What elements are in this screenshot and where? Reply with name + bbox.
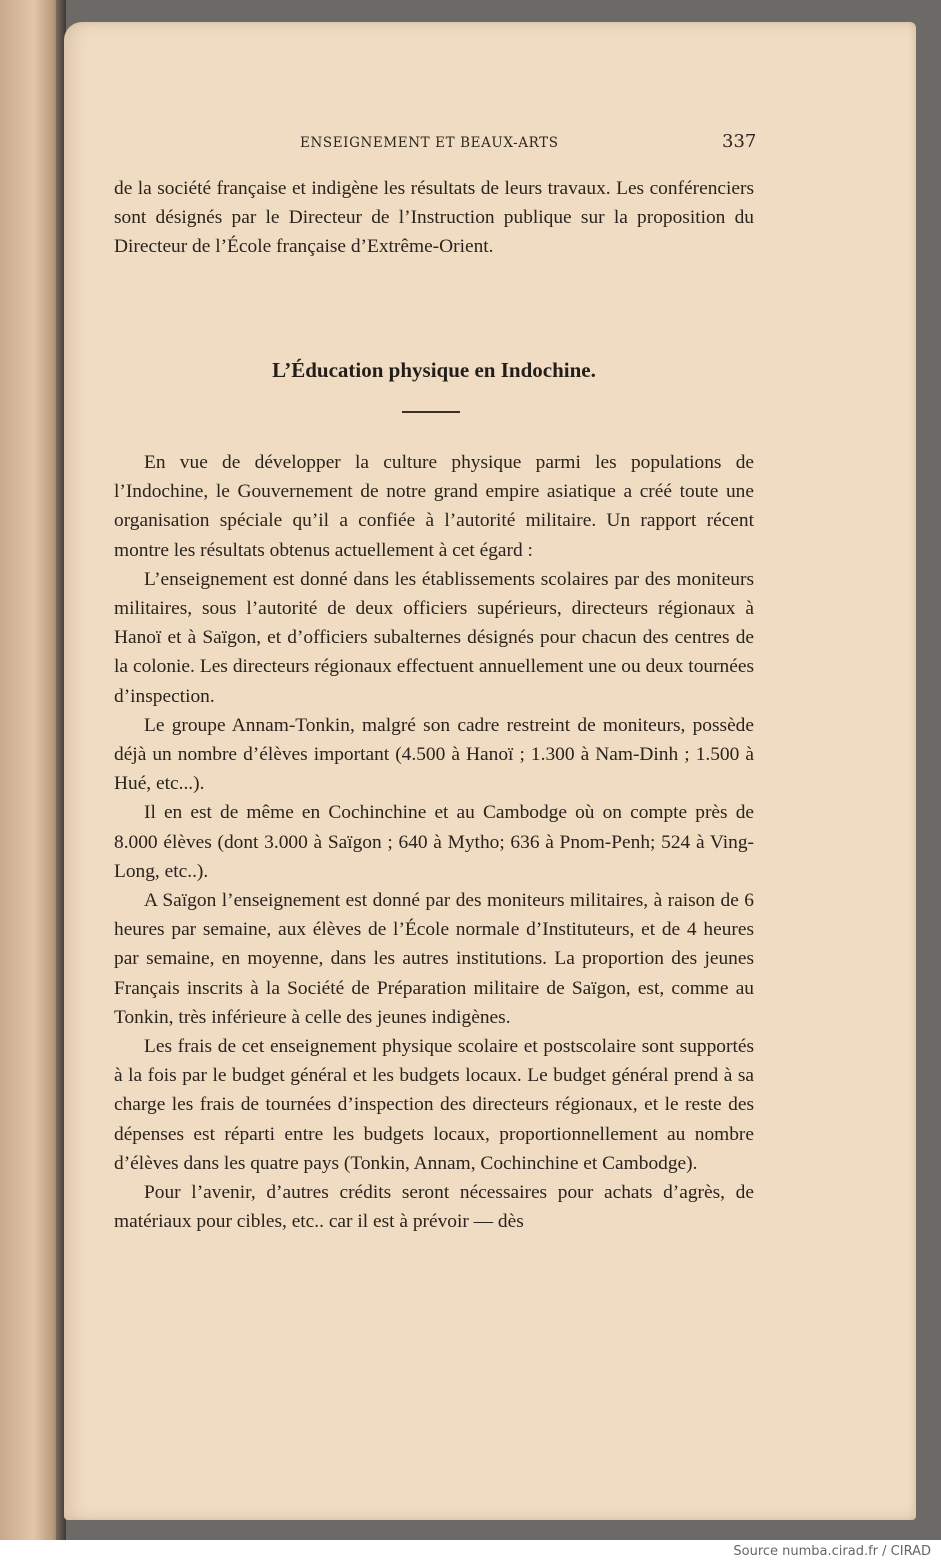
intro-text [114, 174, 754, 262]
paragraph: Les frais de cet enseignement physique scolaire et postscolaire sont supportés à la fois par le budget général et les budgets locaux. Le budget général prend à sa charge les frais de tournées d’inspection des directeurs régionaux, et le reste des dépenses est réparti entre les budgets locaux, proportionnellement au nombre d’élèves dans les quatre pays (Tonkin, Annam, Cochinchine et Cambodge). [114, 1036, 754, 1174]
page-number: 337 [722, 131, 757, 152]
source-credit: Source numba.cirad.fr / CIRAD [733, 1544, 931, 1559]
paragraph: En vue de développer la culture physique parmi les populations de l’Indochine, le Gouvernement de notre grand empire asiatique a créé toute une organisation spéciale qu’il a confiée à l’autorité militaire. Un rapport récent montre les résultats obtenus actuellement à cet égard : [114, 452, 754, 561]
paragraph: L’enseignement est donné dans les établissements scolaires par des moniteurs militaires, sous l’autorité de deux officiers supérieurs, directeurs régionaux à Hanoï et à Saïgon, et d’officiers subalternes désignés pour chacun des centres de la colonie. Les directeurs régionaux effectuent annuellement une ou deux tournées d’inspection. [114, 568, 754, 707]
facing-page-edge [0, 0, 62, 1540]
section-body [114, 448, 754, 1236]
paragraph: Le groupe Annam-Tonkin, malgré son cadre restreint de moniteurs, possède déjà un nombre d’élèves important (4.500 à Hanoï ; 1.300 à Nam-Dinh ; 1.500 à Hué, etc...). [114, 714, 754, 795]
section-title: L’Éducation physique en Indochine. [272, 358, 596, 382]
paragraph: Il en est de même en Cochinchine et au Cambodge où on compte près de 8.000 élèves (dont 3.000 à Saïgon ; 640 à Mytho; 636 à Pnom-Penh; 524 à Ving-Long, etc..). [114, 802, 754, 882]
title-rule [402, 411, 460, 413]
paragraph: Pour l’avenir, d’autres crédits seront nécessaires pour achats d’agrès, de matériaux pour cibles, etc.. car il est à prévoir — dès [114, 1182, 754, 1233]
paragraph: A Saïgon l’enseignement est donné par des moniteurs militaires, à raison de 6 heures par semaine, aux élèves de l’École normale d’Instituteurs, et de 4 heures par semaine, en moyenne, dans les autres institutions. La proportion des jeunes Français inscrits à la Société de Préparation militaire de Saïgon, est, comme au Tonkin, très inférieure à celle des jeunes indigènes. [114, 890, 754, 1028]
running-head: ENSEIGNEMENT ET BEAUX-ARTS [300, 135, 559, 151]
intro-paragraph: de la société française et indigène les résultats de leurs travaux. Les conférenciers sont désignés par le Directeur de l’Instruction publique sur la proposition du Directeur de l’École française d’Extrême-Orient. [114, 178, 754, 258]
